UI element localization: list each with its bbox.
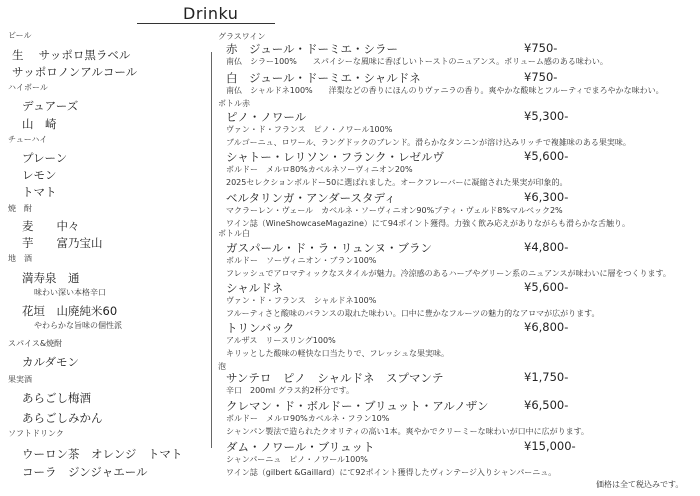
menu-item-desc: マクラーレン・ヴェール カベルネ・ソーヴィニオン90%プティ・ヴェルド8%マルベック2% bbox=[226, 206, 563, 215]
menu-item-desc: ヴァン・ド・フランス ピノ・ノワール100% bbox=[226, 125, 393, 134]
menu-item-price: ¥15,000- bbox=[524, 439, 576, 453]
menu-item-desc: アルザス リースリング100% bbox=[226, 336, 336, 345]
menu-item-price: ¥1,750- bbox=[524, 370, 569, 384]
menu-item-name: シャルドネ bbox=[226, 281, 284, 295]
menu-item-price: ¥750- bbox=[524, 70, 558, 84]
menu-item-desc: 南仏 シャルドネ100% 洋梨などの香りにほんのりヴァニラの香り。爽やかな酸味とフルーティでまろやかな味わい。 bbox=[226, 86, 664, 95]
menu-item-desc: ボルドー メルロ80%カベルネソーヴィニオン20% bbox=[226, 165, 413, 174]
menu-item-name: シャトー・レリソン・フランク・レゼルヴ bbox=[226, 150, 445, 164]
menu-item-name: 山 崎 bbox=[22, 117, 57, 131]
section-heading: ボトル白 bbox=[218, 229, 250, 238]
section-heading: ボトル赤 bbox=[218, 99, 250, 108]
menu-item-name: サッポロノンアルコール bbox=[12, 65, 138, 79]
menu-item-name: ウーロン茶 オレンジ トマト bbox=[22, 447, 183, 461]
menu-item-desc: シャンパーニュ ピノ・ノワール100% bbox=[226, 455, 368, 464]
menu-item-name: プレーン bbox=[22, 151, 68, 165]
menu-title: Drinku bbox=[183, 4, 239, 23]
section-heading: 泡 bbox=[218, 362, 226, 371]
menu-item-desc: 辛口 200ml グラス約2杯分です。 bbox=[226, 386, 355, 395]
section-heading: グラスワイン bbox=[218, 32, 266, 41]
menu-item-name: 生 サッポロ黒ラベル bbox=[12, 48, 131, 62]
menu-item-price: ¥5,600- bbox=[524, 280, 569, 294]
menu-item-price: ¥6,800- bbox=[524, 320, 569, 334]
menu-item-desc: やわらかな旨味の個性派 bbox=[34, 321, 122, 330]
menu-item-desc: キリッとした酸味の軽快な口当たりで、フレッシュな果実味。 bbox=[226, 349, 449, 358]
section-heading: ハイボール bbox=[8, 83, 48, 92]
menu-item-desc: フレッシュでアロマティックなスタイルが魅力。冷涼感のあるハーブやグリーン系のニュアンスが味わいに層をつくります。 bbox=[226, 269, 671, 278]
menu-item-price: ¥6,300- bbox=[524, 190, 569, 204]
menu-item-name: ガスパール・ド・ラ・リュンヌ・ブラン bbox=[226, 241, 432, 255]
menu-item-name: ピノ・ノワール bbox=[226, 110, 307, 124]
menu-item-name: トマト bbox=[22, 185, 57, 199]
menu-item-name: カルダモン bbox=[22, 355, 80, 369]
tax-note: 価格は全て税込みです。 bbox=[596, 480, 684, 489]
section-heading: 果実酒 bbox=[8, 375, 32, 384]
menu-item-name: サンテロ ピノ シャルドネ スプマンテ bbox=[226, 371, 444, 385]
section-heading: 地 酒 bbox=[8, 254, 32, 263]
menu-item-desc: ワイン誌（WineShowcaseMagazine）にて94ポイント獲得。力強く飲み応えがありながらも滑らかな舌触り。 bbox=[226, 219, 631, 228]
menu-item-price: ¥5,600- bbox=[524, 149, 569, 163]
menu-item-desc: ワイン誌（gilbert &Gaillard）にて92ポイント獲得したヴィンテージ入りシャンパーニュ。 bbox=[226, 468, 557, 477]
menu-item-name: デュアーズ bbox=[22, 99, 79, 113]
menu-item-desc: ボルドー メルロ90%カベルネ・フラン10% bbox=[226, 414, 390, 423]
menu-item-name: レモン bbox=[22, 168, 57, 182]
menu-item-name: コーラ ジンジャエール bbox=[22, 465, 148, 479]
menu-item-desc: 味わい深い本格辛口 bbox=[34, 288, 106, 297]
menu-item-name: 麦 中々 bbox=[22, 219, 80, 233]
menu-item-name: トリンバック bbox=[226, 321, 295, 335]
menu-item-name: 芋 富乃宝山 bbox=[22, 236, 103, 250]
section-heading: 焼 酎 bbox=[8, 204, 32, 213]
menu-item-name: ベルタリンガ・アンダースタディ bbox=[226, 191, 396, 205]
menu-item-desc: 南仏 シラー100% スパイシーな風味に香ばしいトーストのニュアンス。ボリューム感のある味わい。 bbox=[226, 57, 608, 66]
menu-item-desc: 2025セレクションボルドー50に選ばれました。オークフレーバーに凝縮された果実が印象的。 bbox=[226, 178, 568, 187]
menu-item-name: 満寿泉 通 bbox=[22, 271, 80, 285]
menu-item-price: ¥4,800- bbox=[524, 240, 569, 254]
menu-item-desc: ヴァン・ド・フランス シャルドネ100% bbox=[226, 296, 377, 305]
menu-item-name: あらごしみかん bbox=[22, 411, 103, 425]
menu-item-name: クレマン・ド・ボルドー・ブリュット・アルノザン bbox=[226, 399, 489, 413]
section-heading: チューハイ bbox=[8, 135, 48, 144]
menu-item-price: ¥5,300- bbox=[524, 109, 569, 123]
menu-item-name: 花垣 山廃純米60 bbox=[22, 304, 118, 318]
menu-item-name: 赤 ジュール・ドーミエ・シラー bbox=[226, 42, 399, 56]
menu-item-desc: フルーティさと酸味のバランスの取れた味わい。口中に豊かなフルーツの魅力的なアロマが広がります。 bbox=[226, 309, 600, 318]
menu-item-name: ダム・ノワール・ブリュット bbox=[226, 440, 375, 454]
section-heading: スパイス&焼酎 bbox=[8, 339, 63, 348]
menu-item-name: 白 ジュール・ドーミエ・シャルドネ bbox=[226, 71, 421, 85]
menu-item-desc: ブルゴーニュ、ロワール、ラングドックのブレンド。滑らかなタンニンが溶け込みリッチで複雑味のある果実味。 bbox=[226, 138, 631, 147]
menu-item-price: ¥6,500- bbox=[524, 398, 569, 412]
section-heading: ソフトドリンク bbox=[8, 429, 64, 438]
menu-item-name: あらごし梅酒 bbox=[22, 391, 91, 405]
menu-item-desc: ボルドー ソーヴィニオン・ブラン100% bbox=[226, 256, 377, 265]
menu-item-desc: シャンパン製法で造られたクオリティの高い1本。爽やかでクリーミーな味わいが口中に広がります。 bbox=[226, 427, 589, 436]
section-heading: ビール bbox=[8, 31, 32, 40]
menu-item-price: ¥750- bbox=[524, 41, 558, 55]
